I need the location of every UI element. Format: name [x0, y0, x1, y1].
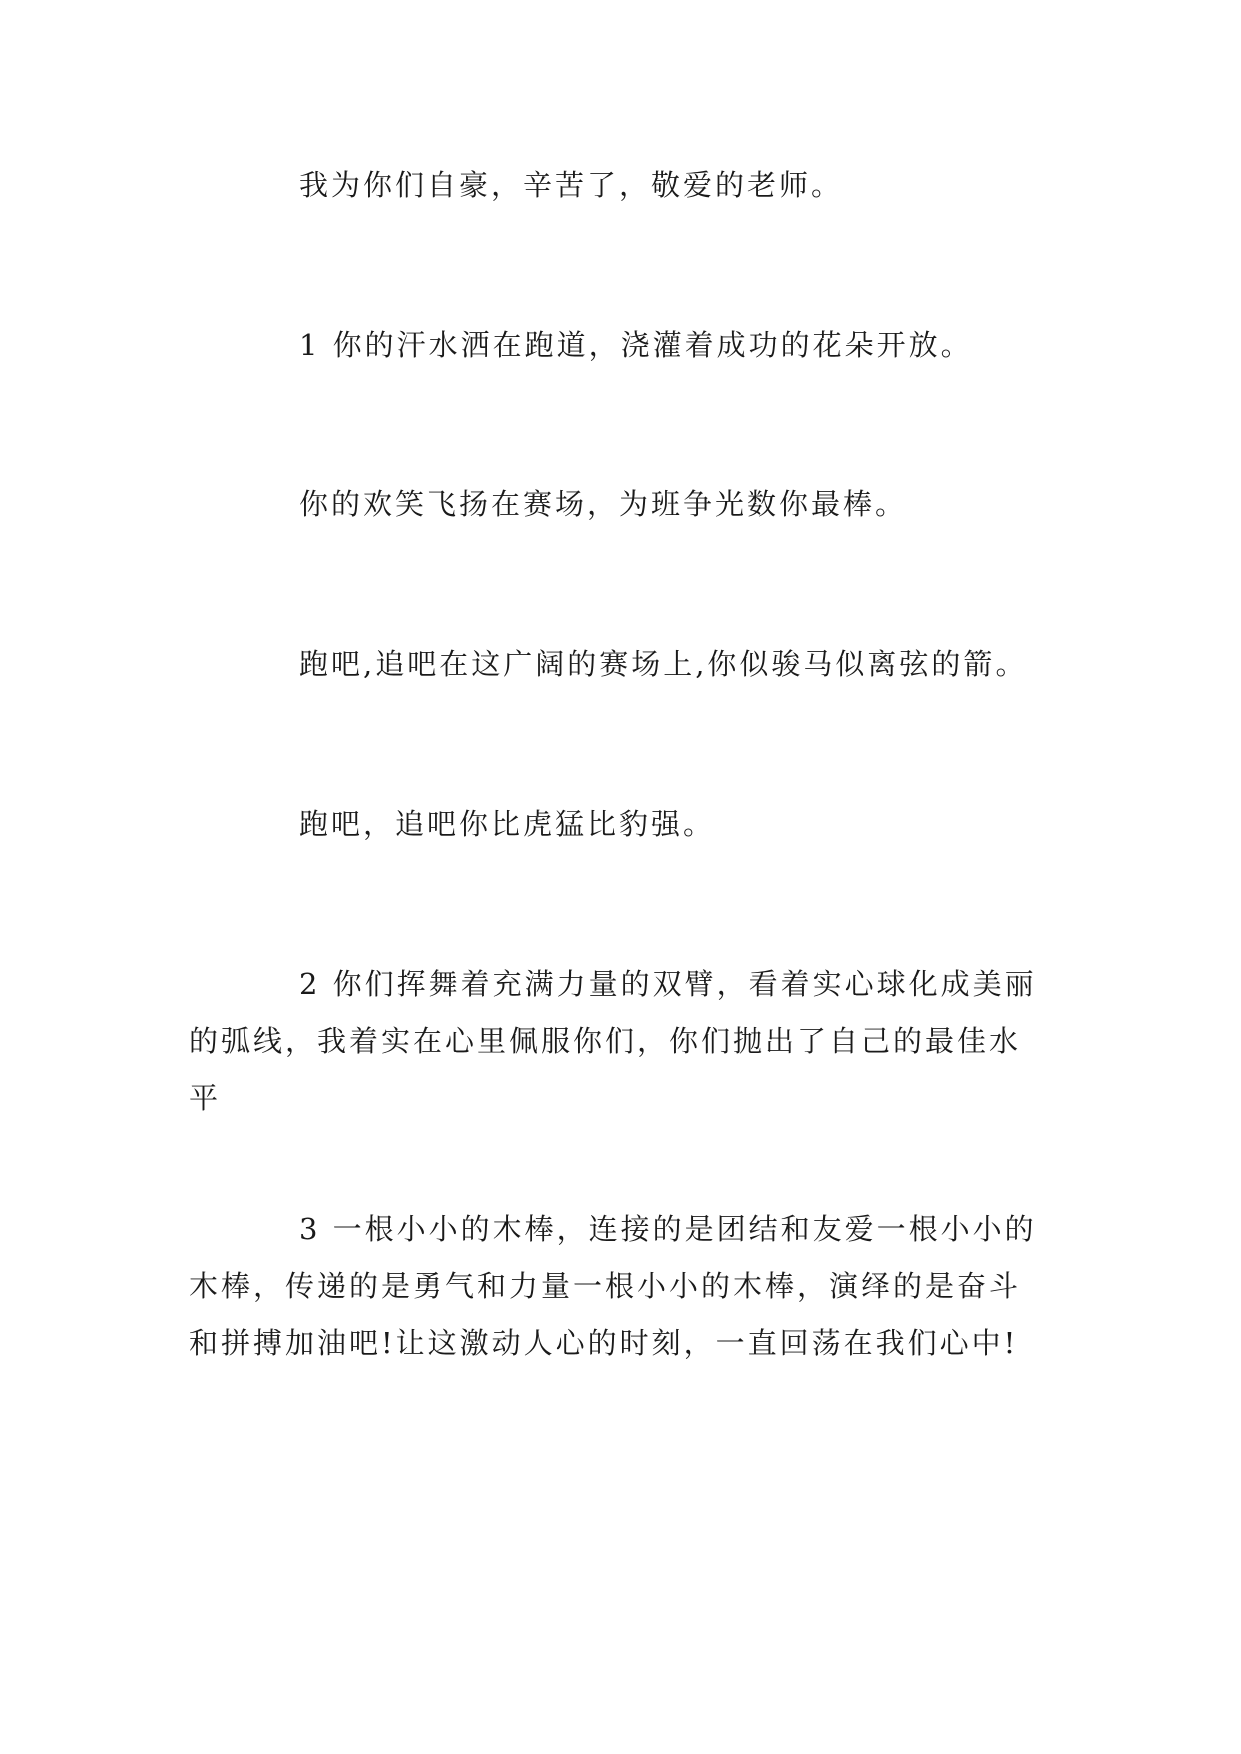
- paragraph-line: 和拼搏加油吧!让这激动人心的时刻，一直回荡在我们心中!: [189, 1326, 1019, 1360]
- paragraph-1: [189, 157, 1059, 214]
- paragraph-3: [189, 476, 1059, 533]
- paragraph-line: 跑吧,追吧在这广阔的赛场上,你似骏马似离弦的箭。: [299, 647, 1028, 681]
- paragraph-line: 的弧线，我着实在心里佩服你们，你们抛出了自己的最佳水: [189, 1024, 1022, 1058]
- paragraph-line: 3 一根小小的木棒，连接的是团结和友爱一根小小的: [299, 1212, 1037, 1246]
- paragraph-7: [189, 1201, 1059, 1372]
- paragraph-line: 1 你的汗水洒在跑道，浇灌着成功的花朵开放。: [299, 328, 973, 362]
- paragraph-6: [189, 956, 1059, 1127]
- paragraph-4: [189, 636, 1059, 693]
- paragraph-line: 你的欢笑飞扬在赛场，为班争光数你最棒。: [299, 487, 908, 521]
- paragraph-line: 2 你们挥舞着充满力量的双臂，看着实心球化成美丽: [299, 967, 1037, 1001]
- paragraph-line: 平: [189, 1081, 222, 1115]
- paragraph-line: 木棒，传递的是勇气和力量一根小小的木棒，演绎的是奋斗: [189, 1269, 1022, 1303]
- paragraph-line: 跑吧，追吧你比虎猛比豹强。: [299, 807, 716, 841]
- paragraph-line: 我为你们自豪，辛苦了，敬爱的老师。: [299, 168, 844, 202]
- paragraph-2: [189, 317, 1059, 374]
- paragraph-5: [189, 796, 1059, 853]
